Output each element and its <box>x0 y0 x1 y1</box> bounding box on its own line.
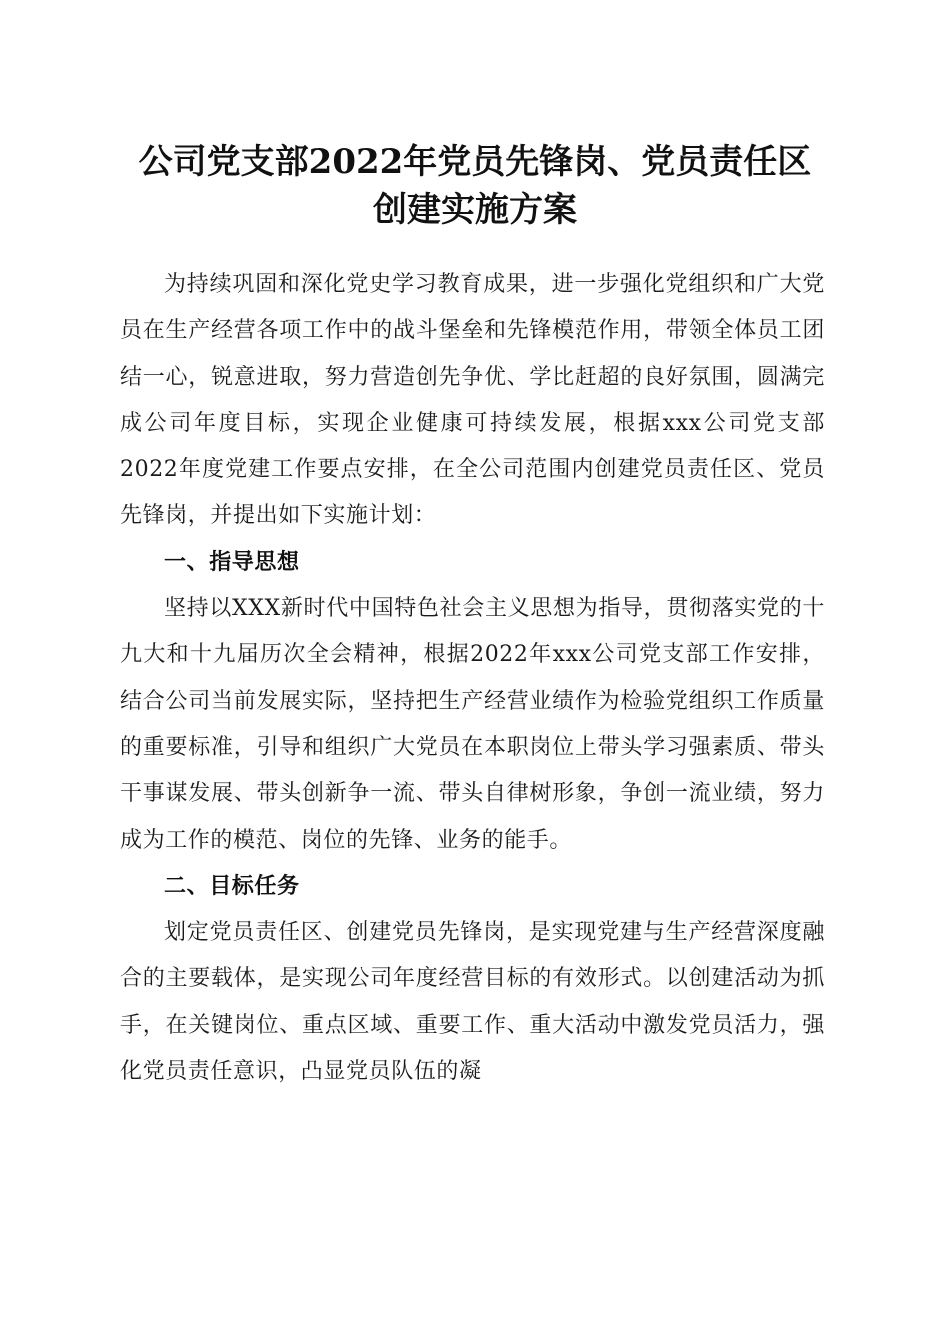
section-heading-goals-tasks: 二、目标任务 <box>164 873 300 899</box>
document-title-line-2: 创建实施方案 <box>373 190 577 230</box>
section-heading-guiding-ideology: 一、指导思想 <box>164 549 300 575</box>
section-paragraph-goals-tasks: 划定党员责任区、创建党员先锋岗，是实现党建与生产经营深度融合的主要载体，是实现公司年度经营目标的有效形式。以创建活动为抓手，在关键岗位、重点区域、重要工作、重大活动中激发党员活力，强化党员责任意识，凸显党员队伍的凝 <box>120 920 825 1085</box>
intro-paragraph: 为持续巩固和深化党史学习教育成果，进一步强化党组织和广大党员在生产经营各项工作中的战斗堡垒和先锋模范作用，带领全体员工团结一心，锐意进取，努力营造创先争优、学比赶超的良好氛围，圆满完成公司年度目标，实现企业健康可持续发展，根据xxx公司党支部2022年度党建工作要点安排，在全公司范围内创建党员责任区、党员先锋岗，并提出如下实施计划： <box>120 272 825 529</box>
document-body <box>120 262 825 1095</box>
section-paragraph-guiding-ideology: 坚持以XXX新时代中国特色社会主义思想为指导，贯彻落实党的十九大和十九届历次全会精神，根据2022年xxx公司党支部工作安排，结合公司当前发展实际，坚持把生产经营业绩作为检验党组织工作质量的重要标准，引导和组织广大党员在本职岗位上带头学习强素质、带头干事谋发展、带头创新争一流、带头自律树形象，争创一流业绩，努力成为工作的模范、岗位的先锋、业务的能手。 <box>120 596 825 853</box>
document-title-line-1: 公司党支部2022年党员先锋岗、党员责任区 <box>138 142 812 182</box>
